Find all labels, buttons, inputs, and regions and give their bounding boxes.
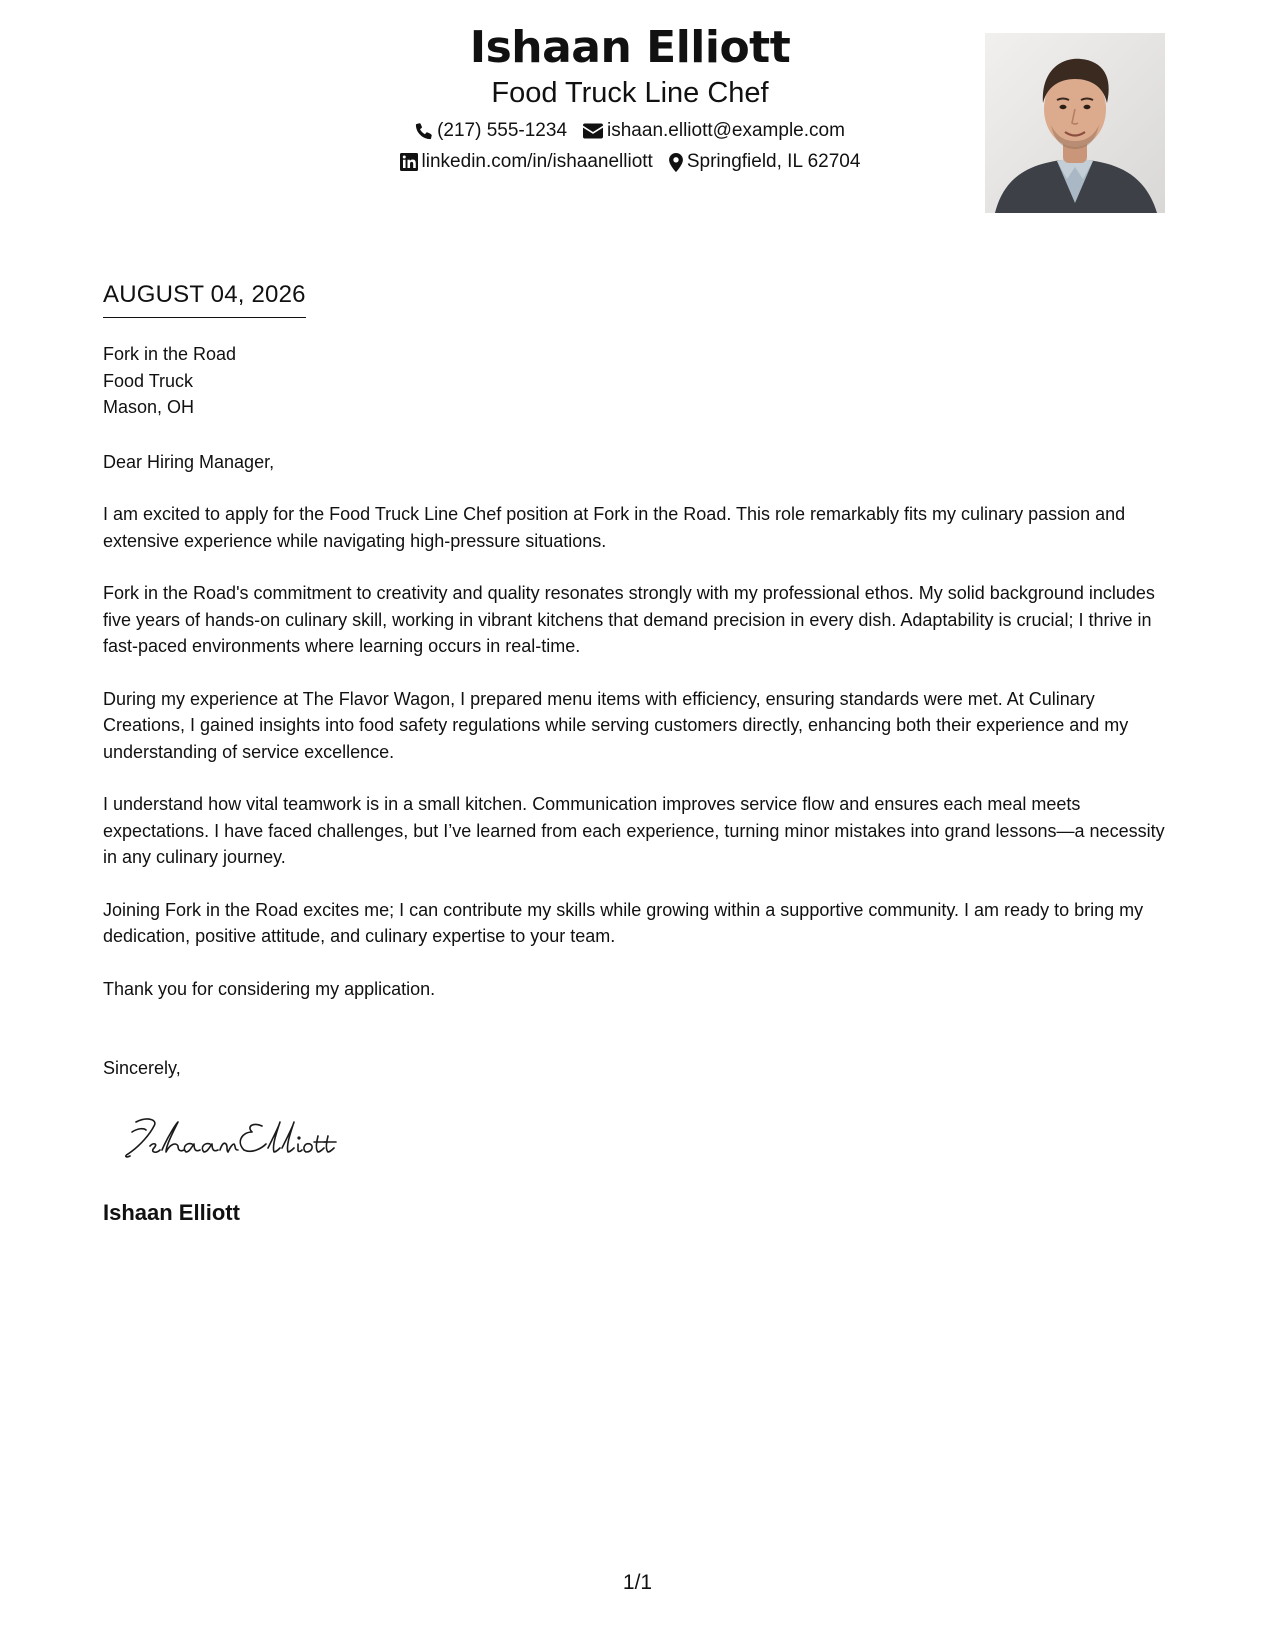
body-paragraph: I understand how vital teamwork is in a small kitchen. Communication improves service flow and ensures each meal meets expectations. I have faced challenges, but I’ve learned from each experience, turning minor mistakes into grand lessons—a necessity in any culinary journey. — [103, 794, 1165, 867]
location-text: Springfield, IL 62704 — [686, 151, 861, 172]
body-paragraph: Fork in the Road's commitment to creativity and quality resonates strongly with my professional ethos. My solid background includes five years of hands-on culinary skill, working in vibrant kitchens that demand precision in every dish. Adaptability is crucial; I thrive in fast-paced environments where learning occurs in real-time. — [103, 583, 1155, 656]
letter-date-block — [103, 279, 306, 318]
map-pin-icon — [669, 153, 683, 172]
contact-location — [669, 150, 861, 174]
recipient-line: Fork in the Road — [103, 344, 237, 364]
recipient-line: Mason, OH — [103, 397, 195, 417]
signer-name: Ishaan Elliott — [103, 1200, 240, 1225]
closing: Sincerely, — [103, 1058, 181, 1078]
email-text[interactable]: ishaan.elliott@example.com — [607, 120, 845, 141]
contact-linkedin[interactable] — [400, 150, 653, 174]
contact-phone — [415, 119, 567, 143]
recipient-line: Food Truck — [103, 370, 194, 391]
body-paragraph: Joining Fork in the Road excites me; I can contribute my skills while growing within a supportive community. I am ready to bring my dedication, positive attitude, and culinary expertise to your team. — [103, 899, 1144, 946]
body-paragraph: During my experience at The Flavor Wagon, I prepared menu items with efficiency, ensuring standards were met. At Culinary Creations, I gained insights into food safety regulations while serving customers directly, enhancing both their experience and my understanding of service excellence. — [103, 688, 1129, 762]
applicant-name: Ishaan Elliott — [469, 22, 791, 73]
body-paragraph: Thank you for considering my application. — [103, 978, 436, 999]
contact-email[interactable] — [583, 119, 845, 143]
applicant-photo — [985, 33, 1165, 213]
salutation: Dear Hiring Manager, — [103, 451, 275, 472]
envelope-icon — [583, 123, 603, 139]
letter-body — [103, 341, 1178, 1002]
phone-icon — [415, 122, 433, 140]
linkedin-text[interactable]: linkedin.com/in/ishaanelliott — [421, 151, 653, 172]
applicant-title: Food Truck Line Chef — [491, 77, 769, 109]
linkedin-icon — [400, 153, 418, 171]
body-paragraph: I am excited to apply for the Food Truck Line Chef position at Fork in the Road. This role remarkably fits my culinary passion and extensive experience while navigating high-pressure situations. — [103, 504, 1126, 551]
letter-date: AUGUST 04, 2026 — [103, 279, 306, 318]
handwritten-signature — [122, 1112, 342, 1162]
recipient-address — [103, 341, 1178, 421]
page-number: 1/1 — [622, 1571, 653, 1594]
phone-text: (217) 555-1234 — [437, 120, 568, 141]
